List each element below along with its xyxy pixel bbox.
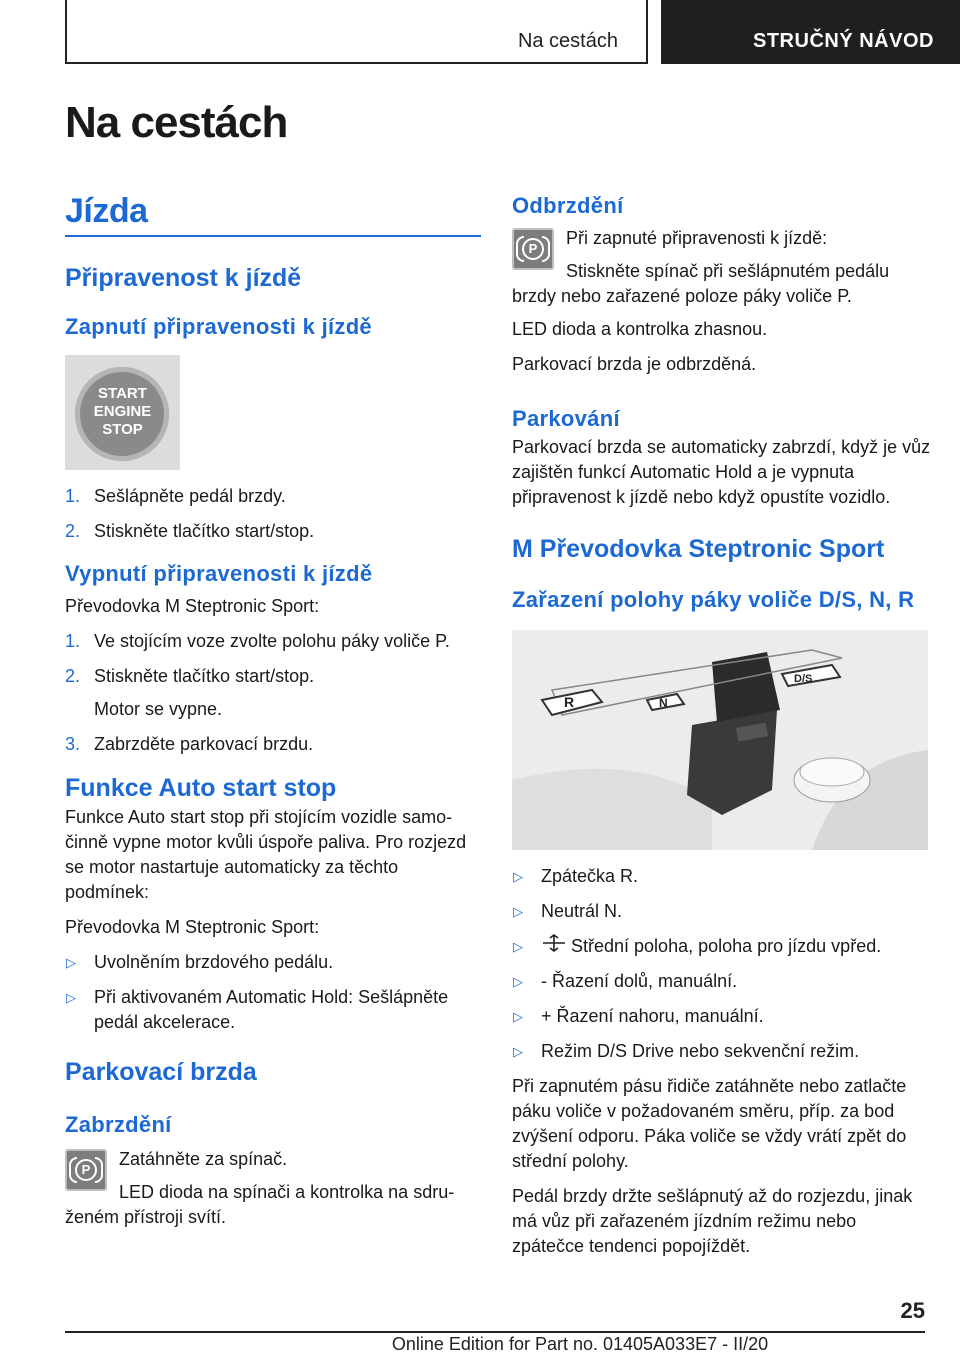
header-section-label: Na cestách [517, 30, 618, 52]
release-brake-block [512, 226, 932, 317]
release-text-2: Stiskněte spínač při sešlápnutém pedálu brzdy nebo zařazené poloze páky voliče P. [512, 261, 890, 306]
triangle-bullet-icon: ▷ [513, 1044, 523, 1059]
parking-brake-icon: P [65, 1149, 107, 1191]
heading-gearbox: M Převodovka Steptronic Sport [512, 535, 885, 563]
gear-label-n: N [659, 696, 668, 710]
list-item: ▷ - Řazení dolů, manuální. [512, 969, 932, 994]
gear-label-ds: D/S [794, 673, 813, 685]
heading-apply-brake: Zabrzdění [65, 1112, 172, 1137]
gear-paragraph-1: Při zapnutém pásu řidiče zatáhněte nebo zatlačte páku voliče v požadovaném směru, příp. za bod zvýšení odporu. Páka voliče se vždy vrátí zpět do střední polohy. [512, 1076, 907, 1171]
header-section-box [65, 0, 648, 64]
heading-parking-brake: Parkovací brzda [65, 1058, 257, 1086]
off-intro: Převodovka M Steptronic Sport: [65, 596, 320, 616]
heading-gear-select: Zařazení polohy páky voliče D/S, N, R [512, 587, 915, 612]
page-title: Na cestách [65, 98, 288, 147]
page-number: 25 [900, 1298, 925, 1323]
heading-ready-off: Vypnutí připravenosti k jízdě [65, 561, 373, 586]
release-text-4: Parkovací brzda je odbrzděná. [512, 354, 757, 374]
triangle-bullet-icon: ▷ [513, 869, 523, 884]
autostart-paragraph: Funkce Auto start stop při stojícím vozidle samočinně vypne motor kvůli úspoře paliva. Pro rozjezd se motor nastartuje automaticky za těchto podmínek: [65, 807, 467, 902]
list-item: ▷ Zpátečka R. [512, 864, 932, 889]
heading-parking: Parkování [512, 406, 620, 431]
parking-brake-icon: P [512, 228, 554, 270]
autostart-intro: Převodovka M Steptronic Sport: [65, 917, 320, 937]
list-item: 3. Zabrzděte parkovací brzdu. [65, 734, 314, 754]
gear-selector-illustration [512, 630, 928, 850]
triangle-bullet-icon: ▷ [66, 955, 76, 970]
heading-release-brake: Odbrzdění [512, 193, 624, 218]
right-column [512, 192, 932, 1259]
release-text-1: Při zapnuté připravenosti k jízdě: [566, 228, 828, 248]
release-text-3: LED dioda a kontrolka zhasnou. [512, 319, 768, 339]
triangle-bullet-icon: ▷ [513, 904, 523, 919]
ready-off-steps [65, 629, 481, 689]
list-item: ▷ Střední poloha, poloha pro jízdu vpřed. [512, 934, 932, 959]
list-item: ▷ Uvolněním brzdového pedálu. [65, 950, 481, 975]
edition-footer: Online Edition for Part no. 01405A033E7 - II/20 [391, 1334, 769, 1354]
autostart-conditions [65, 950, 481, 1035]
off-step-2-note: Motor se vypne. [94, 699, 223, 719]
heading-ready-to-drive: Připravenost k jízdě [65, 264, 302, 292]
triangle-bullet-icon: ▷ [513, 974, 523, 989]
list-item: ▷ Režim D/S Drive nebo sekvenční režim. [512, 1039, 932, 1064]
parking-paragraph: Parkovací brzda se automaticky zabrzdí, když je vůz zajištěn funkcí Automatic Hold a je vypnuta připravenost k jízdě nebo když opustíte vozidlo. [512, 437, 931, 507]
triangle-bullet-icon: ▷ [66, 990, 76, 1005]
list-item: ▷ Neutrál N. [512, 899, 932, 924]
apply-text-2: LED dioda na spínači a kontrolka na sdruženém přístroji svítí. [65, 1182, 455, 1227]
gear-selector-image [512, 630, 928, 850]
apply-brake-block [65, 1147, 481, 1238]
shift-pattern-icon [541, 934, 571, 959]
ready-on-steps [65, 484, 481, 544]
triangle-bullet-icon: ▷ [513, 1009, 523, 1024]
header-chapter-tab: STRUČNÝ NÁVOD [661, 0, 960, 64]
list-item: 1. Ve stojícím voze zvolte polohu páky voliče P. [65, 631, 450, 651]
triangle-bullet-icon: ▷ [513, 939, 523, 954]
list-item: 2. Stiskněte tlačítko start/stop. [65, 666, 315, 686]
footer-divider [65, 1331, 925, 1333]
list-item: ▷ + Řazení nahoru, manuální. [512, 1004, 932, 1029]
list-item: 2. Stiskněte tlačítko start/stop. [65, 521, 315, 541]
list-item: ▷ Při aktivovaném Automatic Hold: Sešlápněte pedál akcelerace. [66, 987, 449, 1032]
ready-off-steps-cont [65, 732, 481, 757]
heading-auto-start-stop: Funkce Auto start stop [65, 774, 337, 802]
start-stop-button-image [65, 355, 180, 470]
gear-label-r: R [564, 694, 575, 710]
heading-ready-on: Zapnutí připravenosti k jízdě [65, 314, 372, 339]
left-column [65, 192, 481, 1238]
section-heading-jizda: Jízda [65, 192, 481, 237]
apply-text-1: Zatáhněte za spínač. [119, 1149, 288, 1169]
gear-positions-list [512, 864, 932, 1064]
list-item: 1. Sešlápněte pedál brzdy. [65, 486, 286, 506]
start-button-label: START ENGINE STOP [93, 385, 152, 438]
gear-paragraph-2: Pedál brzdy držte sešlápnutý až do rozjezdu, jinak má vůz při zařazeném jízdním režimu nebo zpátečce tendenci popojíždět. [512, 1186, 913, 1256]
